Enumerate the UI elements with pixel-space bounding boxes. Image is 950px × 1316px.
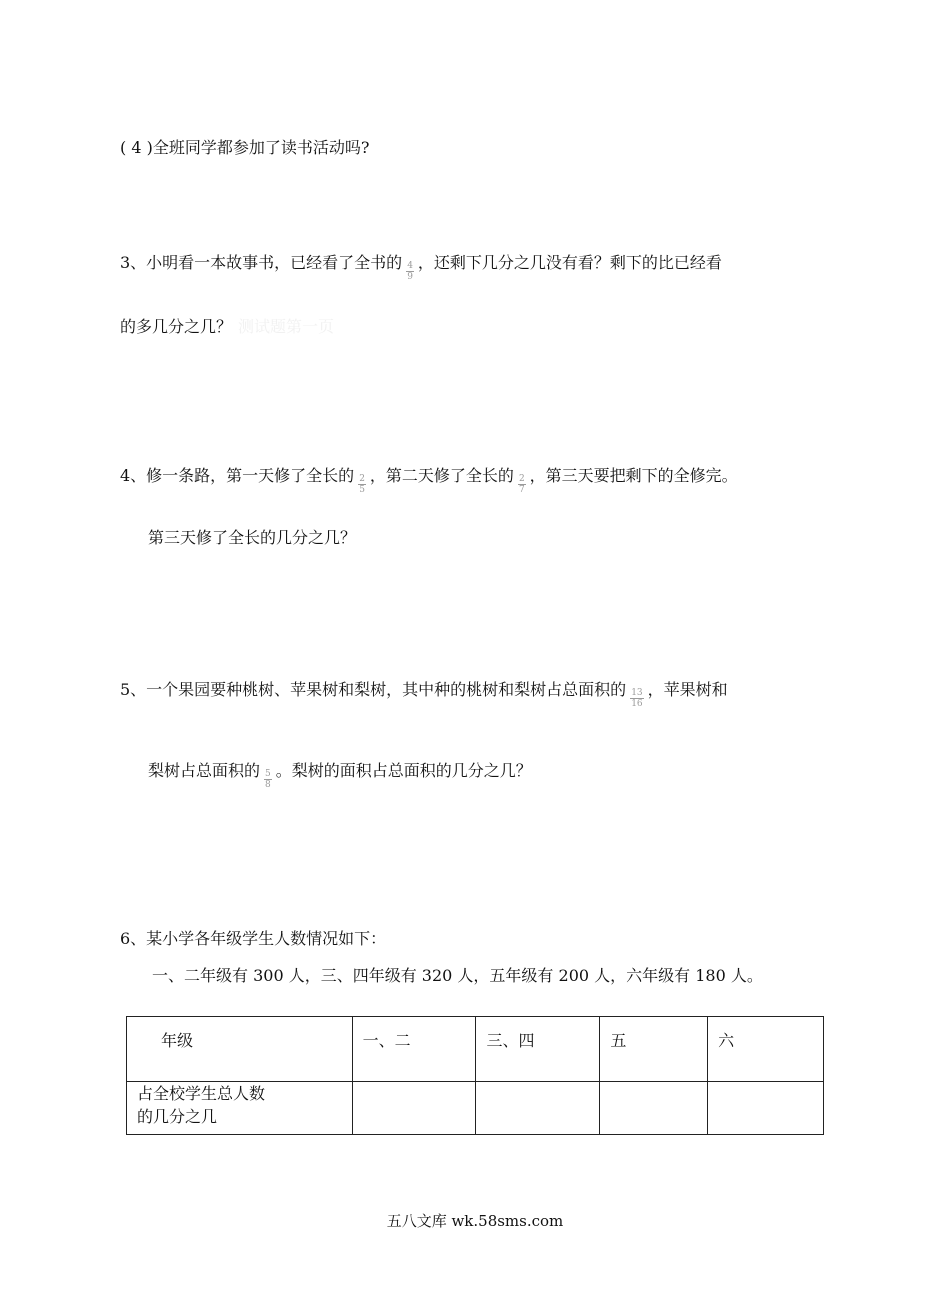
faint-watermark: 测试题第一页 xyxy=(238,317,335,336)
fraction-2-5: $\frac{2}{5}$ xyxy=(359,474,365,495)
question-5-line-1 xyxy=(120,679,728,709)
table-header-grade-6: 六 xyxy=(708,1017,824,1082)
question-3-text-b: ，还剩下几分之几没有看？剩下的比已经看 xyxy=(417,253,722,272)
question-4-text-b: ，第二天修了全长的 xyxy=(369,466,514,485)
table-row-label xyxy=(127,1082,353,1135)
fraction-4-9: $\frac{4}{9}$ xyxy=(407,261,413,282)
fraction-13-16: $\frac{13}{16}$ xyxy=(631,688,643,709)
table-header-grade-5: 五 xyxy=(600,1017,708,1082)
table-header-grade-1-2: 一、二 xyxy=(352,1017,476,1082)
question-6-description xyxy=(152,965,763,987)
question-4-line-2 xyxy=(148,527,356,549)
question-5-text-a: 5、一个果园要种桃树、苹果树和梨树，其中种的桃树和梨树占总面积的 xyxy=(120,680,627,699)
footer-source: 五八文库 wk.58sms.com xyxy=(386,1212,564,1230)
fraction-2-7: $\frac{2}{7}$ xyxy=(518,474,525,495)
question-4-text-c: ，第三天要把剩下的全修完。 xyxy=(529,466,738,485)
table-row-label-line-1: 占全校学生总人数 xyxy=(137,1084,266,1103)
table-cell-grade-1-2[interactable] xyxy=(352,1082,476,1135)
question-6-title xyxy=(120,928,386,950)
question-5-text-c: 梨树占总面积的 xyxy=(148,761,261,780)
table-cell-grade-5[interactable] xyxy=(600,1082,708,1135)
question-4-text-d: 第三天修了全长的几分之几？ xyxy=(148,528,357,547)
table-row-fraction xyxy=(127,1082,824,1135)
table-header-grade: 年级 xyxy=(127,1017,353,1082)
question-3-line-2 xyxy=(120,316,334,338)
question-3-line-1 xyxy=(120,252,722,282)
question-2-4-text: ( 4 )全班同学都参加了读书活动吗? xyxy=(120,138,370,157)
table-cell-grade-6[interactable] xyxy=(708,1082,824,1135)
question-5-text-d: 。梨树的面积占总面积的几分之几？ xyxy=(275,761,532,780)
table-row-label-line-2: 的几分之几 xyxy=(137,1107,218,1126)
question-5-text-b: ，苹果树和 xyxy=(647,680,728,699)
question-4-line-1 xyxy=(120,465,738,495)
table-header-grade-3-4: 三、四 xyxy=(476,1017,600,1082)
question-4-text-a: 4、修一条路，第一天修了全长的 xyxy=(120,466,355,485)
question-3-text-c: 的多几分之几？ xyxy=(120,317,233,336)
question-2-4 xyxy=(120,137,369,159)
question-3-text-a: 3、小明看一本故事书，已经看了全书的 xyxy=(120,253,403,272)
question-6-title-text: 6、某小学各年级学生人数情况如下： xyxy=(120,929,387,948)
question-5-line-2 xyxy=(148,760,532,790)
fraction-5-8: $\frac{5}{8}$ xyxy=(265,769,271,790)
table-header-row xyxy=(127,1017,824,1082)
grade-fraction-table xyxy=(126,1016,824,1135)
table-cell-grade-3-4[interactable] xyxy=(476,1082,600,1135)
question-6-desc-text: 一、二年级有 300 人，三、四年级有 320 人，五年级有 200 人，六年级有 180 人。 xyxy=(152,966,763,985)
